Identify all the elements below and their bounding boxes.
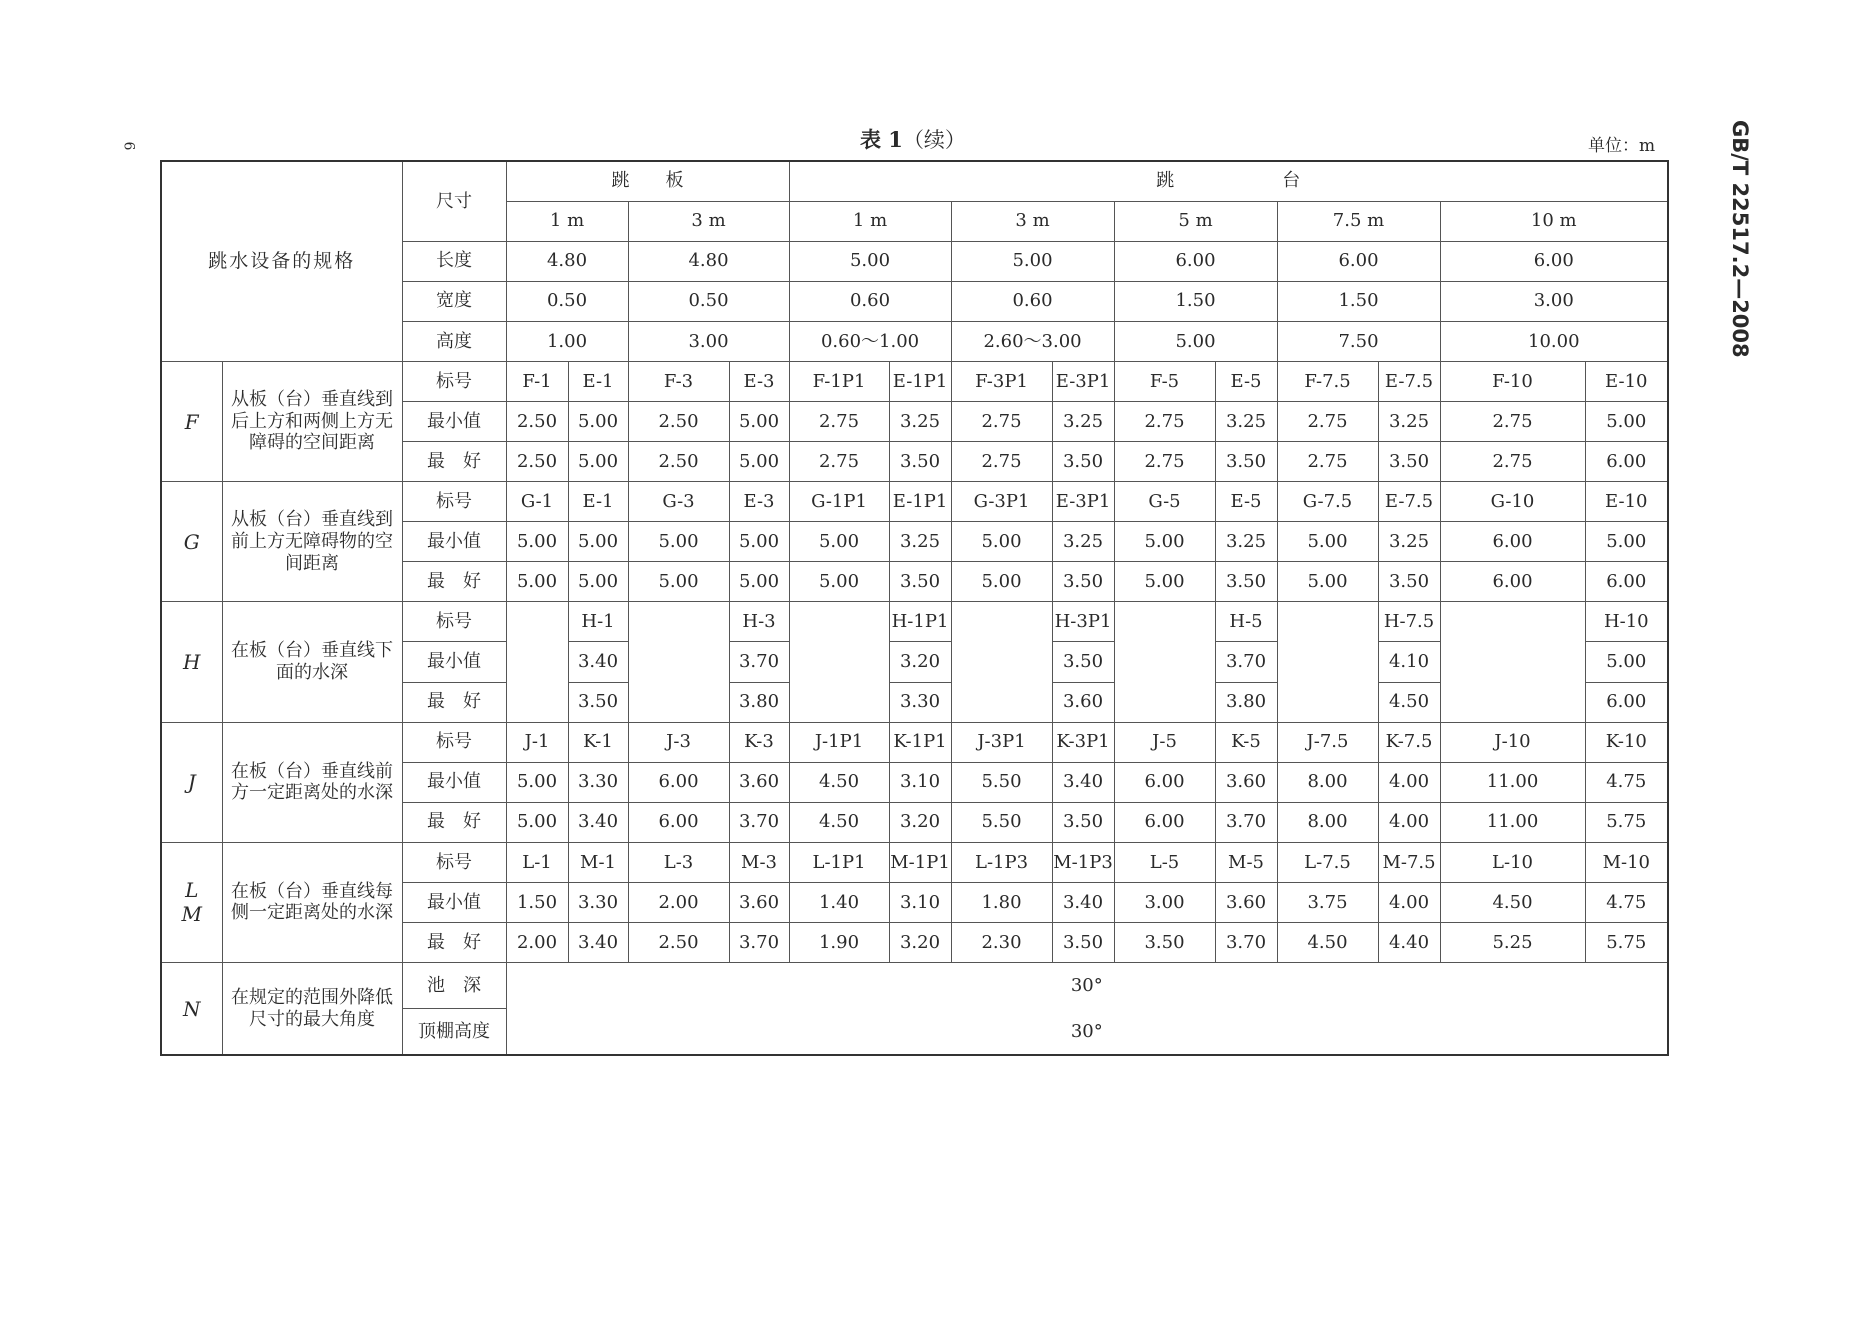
dimension-value: 5.00: [789, 241, 951, 281]
value-cell: M-7.5: [1378, 842, 1440, 882]
dimension-value: 6.00: [1114, 241, 1277, 281]
value-cell: L-10: [1440, 842, 1585, 882]
dimension-value: 3.00: [628, 321, 789, 361]
value-cell: 1.90: [789, 922, 889, 962]
value-cell: F-3: [628, 361, 729, 401]
value-cell: 2.00: [628, 882, 729, 922]
value-cell: K-10: [1585, 722, 1668, 762]
value-cell: 2.50: [628, 401, 729, 441]
value-cell: 4.00: [1378, 762, 1440, 802]
section-description: 在板（台）垂直线每侧一定距离处的水深: [222, 842, 402, 962]
value-cell: 8.00: [1277, 802, 1378, 842]
value-cell: E-5: [1215, 482, 1277, 522]
value-cell: K-3: [729, 722, 789, 762]
section-letter-text: G: [183, 529, 200, 554]
value-cell: 5.00: [729, 442, 789, 482]
value-cell: J-3: [628, 722, 729, 762]
value-cell: 5.00: [951, 562, 1052, 602]
value-cell: 2.75: [951, 401, 1052, 441]
value-cell: 4.10: [1378, 642, 1440, 682]
value-cell: 5.00: [568, 401, 628, 441]
value-cell: 3.50: [1052, 642, 1114, 682]
dimension-value: 10.00: [1440, 321, 1668, 361]
value-cell: 2.75: [789, 401, 889, 441]
value-cell: 5.00: [1114, 522, 1215, 562]
height-header: 7.5 m: [1277, 201, 1440, 241]
empty-cell: [951, 602, 1052, 642]
value-cell: 2.75: [1114, 442, 1215, 482]
table-caption: 表 1（续）: [860, 127, 966, 152]
value-cell: E-1P1: [889, 482, 951, 522]
dimension-value: 1.50: [1277, 281, 1440, 321]
row-label-best: 最 好: [402, 562, 506, 602]
value-cell: 2.50: [506, 442, 568, 482]
empty-cell: [1277, 682, 1378, 722]
page-number: 6: [120, 141, 137, 151]
section-description: 从板（台）垂直线到后上方和两侧上方无障碍的空间距离: [222, 361, 402, 481]
value-cell: 6.00: [1440, 562, 1585, 602]
value-cell: 3.25: [1215, 522, 1277, 562]
value-cell: 3.25: [1215, 401, 1277, 441]
value-cell: 3.60: [1215, 882, 1277, 922]
value-cell: 3.60: [729, 762, 789, 802]
value-cell: 3.40: [568, 642, 628, 682]
value-cell: 2.00: [506, 922, 568, 962]
value-cell: 4.50: [789, 762, 889, 802]
section-letter: [161, 602, 222, 722]
value-cell: G-10: [1440, 482, 1585, 522]
value-cell: 4.00: [1378, 882, 1440, 922]
empty-cell: [951, 682, 1052, 722]
value-cell: 6.00: [1585, 682, 1668, 722]
value-cell: 3.25: [889, 522, 951, 562]
row-label-best: 最 好: [402, 922, 506, 962]
value-cell: E-10: [1585, 482, 1668, 522]
value-cell: 5.00: [729, 562, 789, 602]
row-label-mark: 标号: [402, 842, 506, 882]
value-cell: E-10: [1585, 361, 1668, 401]
value-cell: 3.50: [1052, 802, 1114, 842]
dimension-value: 3.00: [1440, 281, 1668, 321]
row-label-best: 最 好: [402, 802, 506, 842]
section-letter: [161, 361, 222, 481]
row-label-min: 最小值: [402, 762, 506, 802]
value-cell: 3.50: [1114, 922, 1215, 962]
value-cell: E-7.5: [1378, 482, 1440, 522]
height-header: 3 m: [951, 201, 1114, 241]
value-cell: 3.70: [1215, 802, 1277, 842]
value-cell: 5.00: [628, 562, 729, 602]
value-cell: L-1P3: [951, 842, 1052, 882]
height-header: 1 m: [789, 201, 951, 241]
row-label-mark: 标号: [402, 602, 506, 642]
empty-cell: [1440, 602, 1585, 642]
section-letter: [161, 842, 222, 962]
section-letter: [161, 482, 222, 602]
value-cell: G-1P1: [789, 482, 889, 522]
value-cell: 2.75: [1440, 442, 1585, 482]
empty-cell: [951, 642, 1052, 682]
value-cell: 3.60: [729, 882, 789, 922]
value-cell: M-1P1: [889, 842, 951, 882]
empty-cell: [1114, 602, 1215, 642]
value-cell: E-3P1: [1052, 361, 1114, 401]
value-cell: 3.40: [1052, 882, 1114, 922]
value-cell: 4.75: [1585, 762, 1668, 802]
value-cell: 2.50: [506, 401, 568, 441]
value-cell: J-3P1: [951, 722, 1052, 762]
empty-cell: [506, 602, 568, 642]
value-cell: F-5: [1114, 361, 1215, 401]
value-cell: 5.25: [1440, 922, 1585, 962]
value-cell: 2.75: [1277, 401, 1378, 441]
value-cell: 3.25: [1378, 401, 1440, 441]
value-cell: 4.75: [1585, 882, 1668, 922]
empty-cell: [1440, 682, 1585, 722]
value-cell: 2.75: [1440, 401, 1585, 441]
value-cell: 3.40: [568, 922, 628, 962]
value-cell: E-1: [568, 361, 628, 401]
value-cell: L-1: [506, 842, 568, 882]
value-cell: 6.00: [1114, 802, 1215, 842]
dimension-value: 5.00: [1114, 321, 1277, 361]
value-cell: H-10: [1585, 602, 1668, 642]
value-cell: 3.30: [889, 682, 951, 722]
dimension-value: 4.80: [628, 241, 789, 281]
empty-cell: [628, 642, 729, 682]
dimension-value: 0.60: [951, 281, 1114, 321]
value-cell: 5.00: [568, 562, 628, 602]
value-cell: 4.00: [1378, 802, 1440, 842]
value-cell: 5.00: [506, 802, 568, 842]
empty-cell: [1440, 642, 1585, 682]
value-cell: J-7.5: [1277, 722, 1378, 762]
value-cell: H-3: [729, 602, 789, 642]
value-cell: E-7.5: [1378, 361, 1440, 401]
empty-cell: [1114, 642, 1215, 682]
row-label-min: 最小值: [402, 522, 506, 562]
value-cell: 3.30: [568, 762, 628, 802]
value-cell: 3.50: [1052, 442, 1114, 482]
value-cell: E-1P1: [889, 361, 951, 401]
section-letter-text: H: [183, 649, 201, 674]
value-cell: 3.75: [1277, 882, 1378, 922]
section-description: 在板（台）垂直线下面的水深: [222, 602, 402, 722]
value-cell: E-3P1: [1052, 482, 1114, 522]
value-cell: 4.40: [1378, 922, 1440, 962]
value-cell: 3.20: [889, 922, 951, 962]
dimension-label: 高度: [402, 321, 506, 361]
value-cell: 3.70: [1215, 642, 1277, 682]
spec-title-cell: 跳水设备的规格: [161, 161, 402, 361]
section-description: 在板（台）垂直线前方一定距离处的水深: [222, 722, 402, 842]
value-cell: J-1P1: [789, 722, 889, 762]
value-cell: 6.00: [1585, 442, 1668, 482]
row-label-mark: 标号: [402, 482, 506, 522]
height-header: 3 m: [628, 201, 789, 241]
value-cell: 2.50: [628, 922, 729, 962]
value-cell: 2.75: [951, 442, 1052, 482]
value-cell: 3.50: [1215, 442, 1277, 482]
value-cell: K-3P1: [1052, 722, 1114, 762]
value-cell: M-1: [568, 842, 628, 882]
value-cell: 4.50: [1378, 682, 1440, 722]
empty-cell: [506, 642, 568, 682]
section-letter-text: M: [181, 902, 202, 927]
value-cell: 3.50: [1052, 562, 1114, 602]
row-label-best: 最 好: [402, 682, 506, 722]
value-cell: 6.00: [628, 802, 729, 842]
value-cell: 4.50: [1277, 922, 1378, 962]
value-cell: 3.40: [1052, 762, 1114, 802]
section-letter: [161, 722, 222, 842]
dimension-value: 2.60～3.00: [951, 321, 1114, 361]
height-header: 1 m: [506, 201, 628, 241]
value-cell: G-3: [628, 482, 729, 522]
value-cell: 6.00: [628, 762, 729, 802]
value-cell: 11.00: [1440, 802, 1585, 842]
value-cell: J-10: [1440, 722, 1585, 762]
value-cell: 3.20: [889, 642, 951, 682]
empty-cell: [1277, 642, 1378, 682]
value-cell: 6.00: [1585, 562, 1668, 602]
value-cell: 5.00: [1277, 522, 1378, 562]
value-cell: M-5: [1215, 842, 1277, 882]
value-cell: 2.50: [628, 442, 729, 482]
value-cell: 3.20: [889, 802, 951, 842]
value-cell: E-5: [1215, 361, 1277, 401]
section-description: 在规定的范围外降低尺寸的最大角度: [222, 963, 402, 1055]
value-cell: K-1: [568, 722, 628, 762]
row-label-mark: 标号: [402, 361, 506, 401]
height-header: 5 m: [1114, 201, 1277, 241]
dimension-value: 0.50: [628, 281, 789, 321]
value-cell: 3.50: [889, 442, 951, 482]
value-cell: 5.00: [506, 762, 568, 802]
section-letter-text: J: [187, 770, 196, 795]
value-cell: L-5: [1114, 842, 1215, 882]
value-cell: 3.50: [568, 682, 628, 722]
value-cell: 5.00: [1114, 562, 1215, 602]
value-cell: 5.00: [568, 442, 628, 482]
empty-cell: [789, 602, 889, 642]
value-cell: 3.50: [1215, 562, 1277, 602]
dimension-value: 0.60～1.00: [789, 321, 951, 361]
value-cell: 3.80: [1215, 682, 1277, 722]
value-cell: J-1: [506, 722, 568, 762]
dimension-value: 0.50: [506, 281, 628, 321]
row-label-mark: 标号: [402, 722, 506, 762]
platform-header: 跳 台: [789, 161, 1668, 201]
value-cell: 3.60: [1215, 762, 1277, 802]
value-cell: 3.50: [889, 562, 951, 602]
diving-facility-spec-table: [160, 160, 1669, 1056]
value-cell: H-5: [1215, 602, 1277, 642]
value-cell: 3.70: [729, 642, 789, 682]
value-cell: K-7.5: [1378, 722, 1440, 762]
value-cell: E-1: [568, 482, 628, 522]
value-cell: M-3: [729, 842, 789, 882]
value-cell: 3.30: [568, 882, 628, 922]
value-cell: K-1P1: [889, 722, 951, 762]
value-cell: 5.00: [1277, 562, 1378, 602]
value-cell: H-1: [568, 602, 628, 642]
value-cell: 3.25: [1378, 522, 1440, 562]
value-cell: L-7.5: [1277, 842, 1378, 882]
empty-cell: [506, 682, 568, 722]
value-cell: 5.00: [506, 562, 568, 602]
value-cell: 11.00: [1440, 762, 1585, 802]
value-cell: 3.70: [729, 802, 789, 842]
value-cell: E-3: [729, 482, 789, 522]
unit-label: 单位：m: [1588, 136, 1656, 156]
value-cell: 3.25: [1052, 522, 1114, 562]
value-cell: 5.75: [1585, 802, 1668, 842]
dimension-value: 1.00: [506, 321, 628, 361]
empty-cell: [628, 682, 729, 722]
empty-cell: [789, 642, 889, 682]
value-cell: M-1P3: [1052, 842, 1114, 882]
value-cell: K-5: [1215, 722, 1277, 762]
section-description: 从板（台）垂直线到前上方无障碍物的空间距离: [222, 482, 402, 602]
value-cell: 5.50: [951, 762, 1052, 802]
value-cell: M-10: [1585, 842, 1668, 882]
value-cell: 5.00: [951, 522, 1052, 562]
dimension-label: 宽度: [402, 281, 506, 321]
value-cell: 3.50: [1052, 922, 1114, 962]
value-cell: 5.00: [568, 522, 628, 562]
row-label-angle: 顶棚高度: [402, 1009, 506, 1055]
value-cell: 5.75: [1585, 922, 1668, 962]
value-cell: 4.50: [789, 802, 889, 842]
section-letter-text: F: [184, 409, 199, 434]
value-cell: 6.00: [1440, 522, 1585, 562]
value-cell: G-1: [506, 482, 568, 522]
section-letter-text: L: [185, 878, 199, 903]
dimension-label: 长度: [402, 241, 506, 281]
value-cell: F-10: [1440, 361, 1585, 401]
value-cell: 5.00: [1585, 401, 1668, 441]
value-cell: F-7.5: [1277, 361, 1378, 401]
value-cell: 3.25: [889, 401, 951, 441]
value-cell: 1.80: [951, 882, 1052, 922]
dimension-value: 5.00: [951, 241, 1114, 281]
value-cell: F-3P1: [951, 361, 1052, 401]
dimension-value: 0.60: [789, 281, 951, 321]
size-label: 尺寸: [402, 161, 506, 241]
value-cell: H-7.5: [1378, 602, 1440, 642]
value-cell: 3.40: [568, 802, 628, 842]
value-cell: 2.75: [789, 442, 889, 482]
row-label-angle: 池 深: [402, 963, 506, 1009]
value-cell: F-1: [506, 361, 568, 401]
row-label-min: 最小值: [402, 642, 506, 682]
value-cell: 3.10: [889, 882, 951, 922]
value-cell: 5.00: [628, 522, 729, 562]
value-cell: 5.00: [729, 401, 789, 441]
dimension-value: 6.00: [1440, 241, 1668, 281]
value-cell: 3.60: [1052, 682, 1114, 722]
value-cell: 3.10: [889, 762, 951, 802]
value-cell: 8.00: [1277, 762, 1378, 802]
empty-cell: [1277, 602, 1378, 642]
value-cell: G-7.5: [1277, 482, 1378, 522]
value-cell: 6.00: [1114, 762, 1215, 802]
value-cell: 3.50: [1378, 562, 1440, 602]
value-cell: H-3P1: [1052, 602, 1114, 642]
empty-cell: [628, 602, 729, 642]
value-cell: G-3P1: [951, 482, 1052, 522]
value-cell: 5.50: [951, 802, 1052, 842]
row-label-min: 最小值: [402, 401, 506, 441]
value-cell: 3.70: [729, 922, 789, 962]
value-cell: F-1P1: [789, 361, 889, 401]
row-label-min: 最小值: [402, 882, 506, 922]
value-cell: 3.80: [729, 682, 789, 722]
angle-value: 30°: [506, 1009, 1668, 1055]
dimension-value: 6.00: [1277, 241, 1440, 281]
value-cell: 5.00: [789, 562, 889, 602]
value-cell: 5.00: [789, 522, 889, 562]
value-cell: E-3: [729, 361, 789, 401]
row-label-best: 最 好: [402, 442, 506, 482]
height-header: 10 m: [1440, 201, 1668, 241]
value-cell: G-5: [1114, 482, 1215, 522]
value-cell: 5.00: [506, 522, 568, 562]
value-cell: H-1P1: [889, 602, 951, 642]
value-cell: 2.30: [951, 922, 1052, 962]
value-cell: 2.75: [1277, 442, 1378, 482]
dimension-value: 4.80: [506, 241, 628, 281]
value-cell: 3.50: [1378, 442, 1440, 482]
value-cell: 3.00: [1114, 882, 1215, 922]
empty-cell: [789, 682, 889, 722]
springboard-header: 跳 板: [506, 161, 789, 201]
value-cell: 1.40: [789, 882, 889, 922]
value-cell: 3.25: [1052, 401, 1114, 441]
standard-code: GB/T 22517.2—2008: [1728, 120, 1752, 358]
empty-cell: [1114, 682, 1215, 722]
value-cell: 1.50: [506, 882, 568, 922]
value-cell: 3.70: [1215, 922, 1277, 962]
section-letter: N: [161, 963, 222, 1055]
angle-value: 30°: [506, 963, 1668, 1009]
dimension-value: 7.50: [1277, 321, 1440, 361]
value-cell: L-3: [628, 842, 729, 882]
value-cell: L-1P1: [789, 842, 889, 882]
value-cell: 2.75: [1114, 401, 1215, 441]
dimension-value: 1.50: [1114, 281, 1277, 321]
value-cell: J-5: [1114, 722, 1215, 762]
value-cell: 5.00: [1585, 642, 1668, 682]
value-cell: 5.00: [1585, 522, 1668, 562]
value-cell: 4.50: [1440, 882, 1585, 922]
value-cell: 5.00: [729, 522, 789, 562]
